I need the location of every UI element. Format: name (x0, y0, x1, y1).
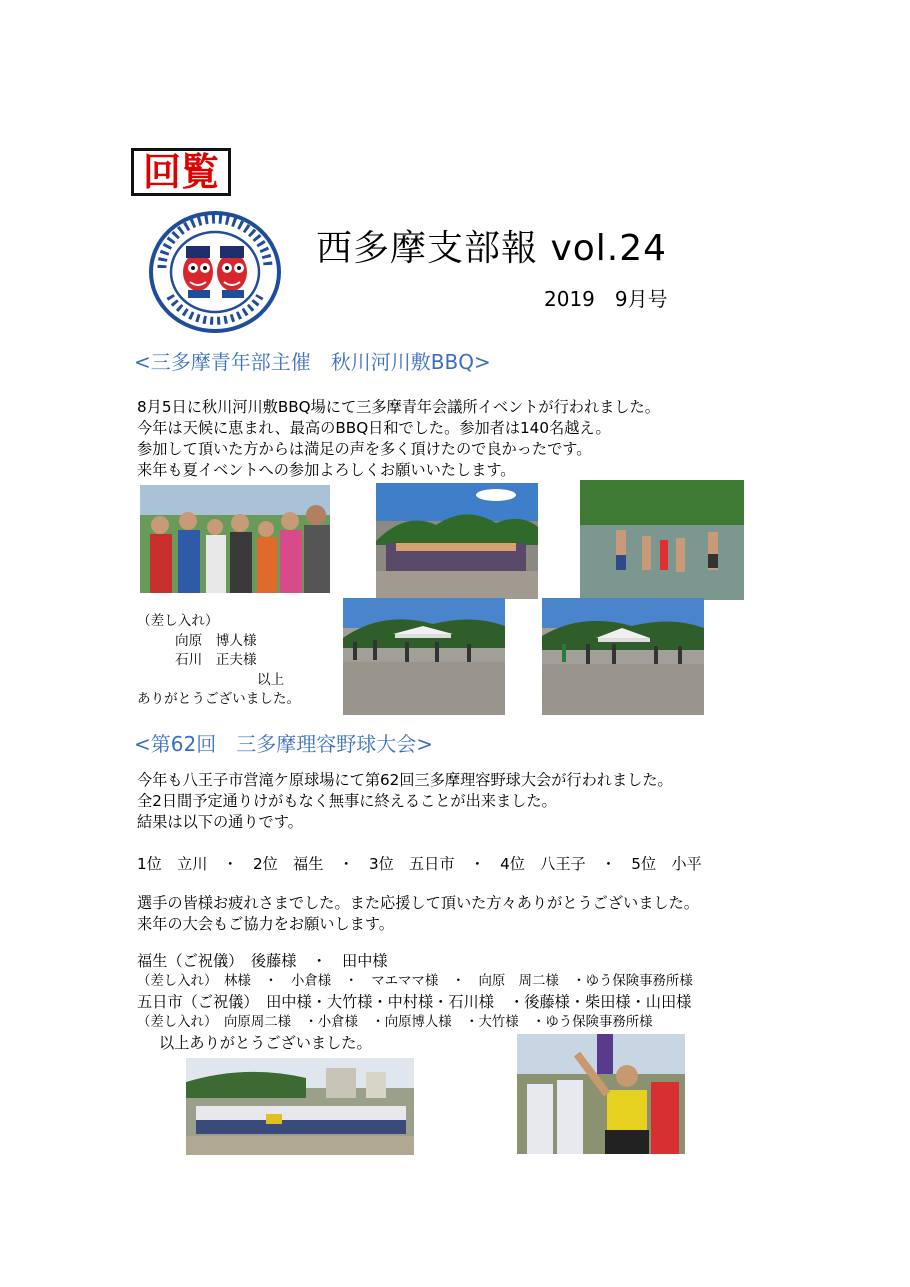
donation-end: 以上 (257, 671, 285, 688)
section-body-bbq (137, 397, 660, 481)
paragraph-line: 全2日間予定通りけがもなく無事に終えることが出来ました。 (137, 792, 557, 810)
section-heading-bbq: <三多摩青年部主催 秋川河川敷BBQ> (134, 350, 491, 374)
paragraph-line: 8月5日に秋川河川敷BBQ場にて三多摩青年会議所イベントが行われました。 (137, 398, 660, 416)
issue-date: 2019 9月号 (544, 287, 668, 311)
paragraph-line: 選手の皆様お疲れさまでした。また応援して頂いた方々ありがとうございました。 (137, 894, 699, 912)
closing-message (137, 893, 699, 935)
section-body-baseball (137, 770, 673, 833)
paragraph-line: 参加して頂いた方からは満足の声を多く頂けたので良かったです。 (137, 440, 592, 458)
baseball-team-photo (186, 1058, 414, 1155)
donation-thanks: ありがとうございました。 (137, 691, 301, 707)
baseball-player-photo (517, 1034, 685, 1154)
donation-label: （差し入れ） (137, 613, 219, 629)
paragraph-line: 来年の大会もご協力をお願いします。 (137, 915, 394, 933)
paragraph-line: 来年も夏イベントへの参加よろしくお願いいたします。 (137, 461, 516, 479)
donor-name: 向原 博人様 (175, 632, 257, 649)
credits-line: （差し入れ） 向原周二様 ・小倉様 ・向原博人様 ・大竹様 ・ゆう保険事務所様 (137, 1015, 653, 1030)
circulation-stamp: 回覧 (131, 148, 231, 196)
newsletter-title: 西多摩支部報 vol.24 (316, 228, 668, 269)
credits-line: （差し入れ） 林様 ・ 小倉様 ・ マエママ様 ・ 向原 周二様 ・ゆう保険事務所様 (137, 974, 693, 989)
bbq-photo-children (140, 485, 330, 593)
bbq-photo-tent-1 (343, 598, 505, 715)
credits-line: 五日市（ご祝儀） 田中様・大竹様・中村様・石川様 ・後藤様・柴田様・山田様 (137, 993, 692, 1011)
paragraph-line: 結果は以下の通りです。 (137, 813, 303, 831)
bbq-photo-river (580, 480, 744, 600)
donor-name: 石川 正夫様 (175, 652, 257, 668)
donation-list-bbq (137, 612, 300, 710)
tournament-results: 1位 立川 ・ 2位 福生 ・ 3位 五日市 ・ 4位 八王子 ・ 5位 小平 (137, 855, 702, 873)
credits-line: 以上ありがとうございました。 (159, 1034, 372, 1052)
bbq-photo-group (376, 483, 538, 599)
bbq-photo-tent-2 (542, 598, 704, 715)
section-heading-baseball: <第62回 三多摩理容野球大会> (134, 732, 433, 756)
association-emblem-icon (148, 210, 282, 334)
credits-line: 福生（ご祝儀） 後藤様 ・ 田中様 (137, 952, 388, 970)
paragraph-line: 今年も八王子市営滝ケ原球場にて第62回三多摩理容野球大会が行われました。 (137, 771, 673, 789)
paragraph-line: 今年は天候に恵まれ、最高のBBQ日和でした。参加者は140名越え。 (137, 419, 611, 437)
